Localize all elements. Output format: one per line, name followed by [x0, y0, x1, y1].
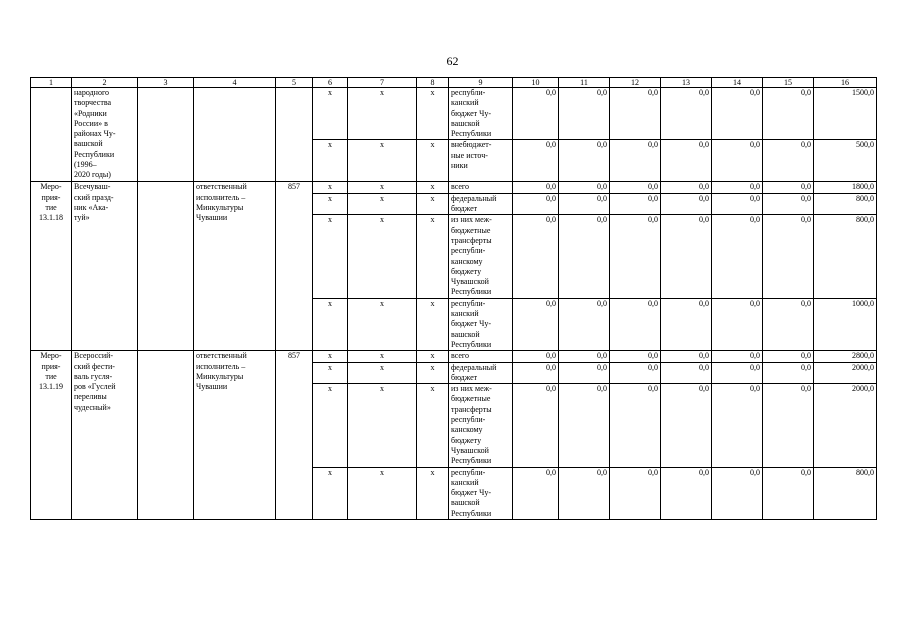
cell-c7: x: [348, 215, 417, 298]
cell-c13: 0,0: [661, 467, 712, 519]
funding-source-cell: республи- канский бюджет Чу- вашской Республики: [449, 298, 513, 350]
cell-c7: x: [348, 351, 417, 362]
column-header: 16: [814, 78, 877, 88]
cell-c13: 0,0: [661, 298, 712, 350]
event-name-cell: народного творчества «Родники России» в районах Чу- вашской Республики (1996– 2020 годы): [72, 88, 138, 182]
cell-c10: 0,0: [513, 351, 559, 362]
column-header: 5: [276, 78, 313, 88]
funding-source-cell: республи- канский бюджет Чу- вашской Республики: [449, 88, 513, 140]
funding-source-cell: федеральный бюджет: [449, 362, 513, 384]
event-number-cell: Меро- прия- тие 13.1.18: [31, 182, 72, 351]
cell-c13: 0,0: [661, 351, 712, 362]
event-number-cell: [31, 88, 72, 182]
cell-c15: 0,0: [763, 362, 814, 384]
cell-c10: 0,0: [513, 140, 559, 182]
cell-c15: 0,0: [763, 88, 814, 140]
cell-c7: x: [348, 88, 417, 140]
cell-c14: 0,0: [712, 193, 763, 215]
column-header: 15: [763, 78, 814, 88]
funding-source-cell: всего: [449, 351, 513, 362]
event-name-cell: Всероссий- ский фести- валь гусля- ров «Гуслей переливы чудесный»: [72, 351, 138, 520]
event-number-cell: Меро- прия- тие 13.1.19: [31, 351, 72, 520]
cell-c10: 0,0: [513, 467, 559, 519]
cell-c12: 0,0: [610, 140, 661, 182]
cell-c7: x: [348, 298, 417, 350]
cell-c13: 0,0: [661, 140, 712, 182]
funding-source-cell: федеральный бюджет: [449, 193, 513, 215]
cell-c6: x: [313, 88, 348, 140]
column-header: 14: [712, 78, 763, 88]
cell-c15: 0,0: [763, 298, 814, 350]
cell-c10: 0,0: [513, 298, 559, 350]
cell-c8: x: [417, 384, 449, 467]
cell-c12: 0,0: [610, 215, 661, 298]
cell-c7: x: [348, 182, 417, 193]
cell-c14: 0,0: [712, 467, 763, 519]
cell-c10: 0,0: [513, 215, 559, 298]
cell-c10: 0,0: [513, 384, 559, 467]
cell-c14: 0,0: [712, 140, 763, 182]
cell-c16: 2000,0: [814, 362, 877, 384]
funding-source-cell: республи- канский бюджет Чу- вашской Республики: [449, 467, 513, 519]
cell-c16: 500,0: [814, 140, 877, 182]
cell-c6: x: [313, 193, 348, 215]
cell-c16: 800,0: [814, 215, 877, 298]
cell-c11: 0,0: [559, 362, 610, 384]
column-header: 8: [417, 78, 449, 88]
cell-c11: 0,0: [559, 215, 610, 298]
cell-c10: 0,0: [513, 193, 559, 215]
cell-c11: 0,0: [559, 88, 610, 140]
cell-c16: 800,0: [814, 467, 877, 519]
cell-c14: 0,0: [712, 182, 763, 193]
cell-c11: 0,0: [559, 140, 610, 182]
col3-cell: [138, 182, 194, 351]
cell-c8: x: [417, 215, 449, 298]
executor-cell: ответственный исполнитель – Минкультуры Чувашии: [194, 182, 276, 351]
cell-c6: x: [313, 384, 348, 467]
column-header: 13: [661, 78, 712, 88]
column-header: 4: [194, 78, 276, 88]
table-row: [31, 182, 877, 193]
cell-c15: 0,0: [763, 467, 814, 519]
cell-c6: x: [313, 467, 348, 519]
column-number-row: [31, 78, 877, 88]
cell-c6: x: [313, 298, 348, 350]
cell-c16: 2000,0: [814, 384, 877, 467]
cell-c11: 0,0: [559, 351, 610, 362]
cell-c7: x: [348, 362, 417, 384]
cell-c15: 0,0: [763, 215, 814, 298]
cell-c8: x: [417, 182, 449, 193]
cell-c15: 0,0: [763, 182, 814, 193]
cell-c12: 0,0: [610, 88, 661, 140]
cell-c10: 0,0: [513, 362, 559, 384]
executor-cell: ответственный исполнитель – Минкультуры Чувашии: [194, 351, 276, 520]
cell-c14: 0,0: [712, 384, 763, 467]
cell-c16: 800,0: [814, 193, 877, 215]
cell-c8: x: [417, 467, 449, 519]
cell-c12: 0,0: [610, 384, 661, 467]
cell-c6: x: [313, 351, 348, 362]
cell-c13: 0,0: [661, 362, 712, 384]
cell-c8: x: [417, 351, 449, 362]
cell-c7: x: [348, 140, 417, 182]
cell-c10: 0,0: [513, 88, 559, 140]
cell-c15: 0,0: [763, 140, 814, 182]
column-header: 7: [348, 78, 417, 88]
funding-source-cell: внебюджет- ные источ- ники: [449, 140, 513, 182]
cell-c14: 0,0: [712, 351, 763, 362]
cell-c8: x: [417, 88, 449, 140]
table-body: [31, 88, 877, 520]
funding-source-cell: всего: [449, 182, 513, 193]
column-header: 9: [449, 78, 513, 88]
cell-c14: 0,0: [712, 362, 763, 384]
cell-c16: 1500,0: [814, 88, 877, 140]
table-row: [31, 351, 877, 362]
cell-c15: 0,0: [763, 351, 814, 362]
cell-c7: x: [348, 384, 417, 467]
column-header: 11: [559, 78, 610, 88]
cell-c13: 0,0: [661, 193, 712, 215]
col3-cell: [138, 88, 194, 182]
column-header: 12: [610, 78, 661, 88]
cell-c6: x: [313, 140, 348, 182]
cell-c7: x: [348, 193, 417, 215]
cell-c12: 0,0: [610, 182, 661, 193]
budget-table: [30, 77, 877, 520]
cell-c12: 0,0: [610, 362, 661, 384]
table-row: [31, 88, 877, 140]
cell-c13: 0,0: [661, 215, 712, 298]
cell-c11: 0,0: [559, 384, 610, 467]
cell-c12: 0,0: [610, 193, 661, 215]
cell-c12: 0,0: [610, 298, 661, 350]
cell-c8: x: [417, 362, 449, 384]
column-header: 6: [313, 78, 348, 88]
cell-c16: 1000,0: [814, 298, 877, 350]
page-number: 62: [446, 54, 459, 68]
cell-c16: 2800,0: [814, 351, 877, 362]
cell-c13: 0,0: [661, 182, 712, 193]
cell-c8: x: [417, 193, 449, 215]
funding-source-cell: из них меж- бюджетные трансферты республи- канскому бюджету Чувашской Республики: [449, 384, 513, 467]
code-cell: 857: [276, 351, 313, 520]
funding-source-cell: из них меж- бюджетные трансферты республи- канскому бюджету Чувашской Республики: [449, 215, 513, 298]
code-cell: 857: [276, 182, 313, 351]
cell-c12: 0,0: [610, 467, 661, 519]
cell-c6: x: [313, 182, 348, 193]
cell-c12: 0,0: [610, 351, 661, 362]
cell-c11: 0,0: [559, 182, 610, 193]
cell-c11: 0,0: [559, 467, 610, 519]
cell-c14: 0,0: [712, 88, 763, 140]
cell-c13: 0,0: [661, 384, 712, 467]
cell-c8: x: [417, 298, 449, 350]
cell-c6: x: [313, 215, 348, 298]
cell-c11: 0,0: [559, 193, 610, 215]
code-cell: [276, 88, 313, 182]
cell-c7: x: [348, 467, 417, 519]
cell-c15: 0,0: [763, 193, 814, 215]
cell-c14: 0,0: [712, 298, 763, 350]
column-header: 2: [72, 78, 138, 88]
cell-c16: 1800,0: [814, 182, 877, 193]
event-name-cell: Всечуваш- ский празд- ник «Ака- туй»: [72, 182, 138, 351]
cell-c8: x: [417, 140, 449, 182]
column-header: 3: [138, 78, 194, 88]
column-header: 10: [513, 78, 559, 88]
col3-cell: [138, 351, 194, 520]
column-header: 1: [31, 78, 72, 88]
cell-c10: 0,0: [513, 182, 559, 193]
cell-c14: 0,0: [712, 215, 763, 298]
cell-c15: 0,0: [763, 384, 814, 467]
cell-c6: x: [313, 362, 348, 384]
cell-c13: 0,0: [661, 88, 712, 140]
cell-c11: 0,0: [559, 298, 610, 350]
executor-cell: [194, 88, 276, 182]
